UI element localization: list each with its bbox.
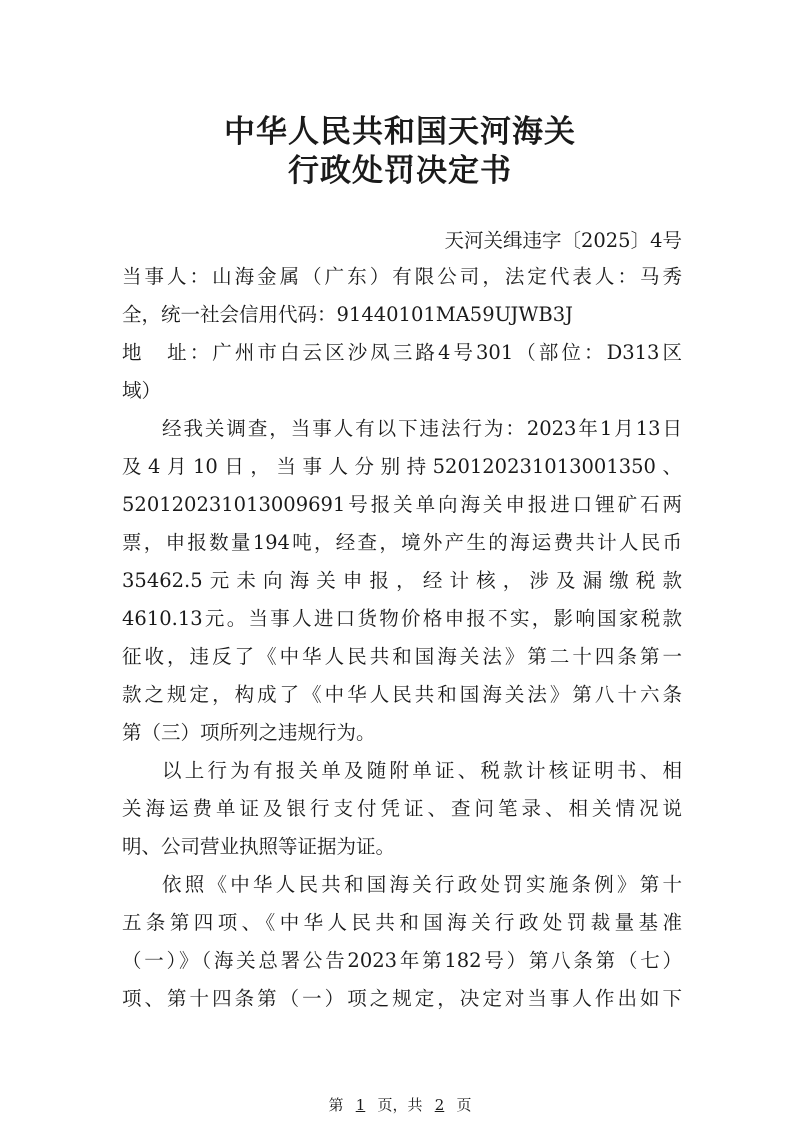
body-line: 五条第四项、《中华人民共和国海关行政处罚裁量基准 bbox=[122, 911, 682, 934]
body-line: 依照《中华人民共和国海关行政处罚实施条例》第十 bbox=[162, 873, 682, 896]
total-pages: 2 bbox=[434, 1096, 445, 1114]
address-line: 域） bbox=[122, 379, 162, 402]
body-line: （一）》（海关总署公告2023年第182号）第八条第（七） bbox=[122, 949, 682, 972]
body-line: 520120231013009691号报关单向海关申报进口锂矿石两 bbox=[122, 493, 682, 516]
address-line: 地 址：广州市白云区沙凤三路4号301（部位：D313区 bbox=[122, 341, 682, 364]
body-line: 经我关调查，当事人有以下违法行为：2023年1月13日 bbox=[162, 417, 682, 440]
footer-middle: 页，共 bbox=[377, 1096, 423, 1114]
body-line: 款之规定，构成了《中华人民共和国海关法》第八十六条 bbox=[122, 683, 682, 706]
page-number: 1 bbox=[355, 1096, 366, 1114]
body-line: 第（三）项所列之违规行为。 bbox=[122, 721, 376, 744]
body-line: 关海运费单证及银行支付凭证、查问笔录、相关情况说 bbox=[122, 797, 682, 820]
document-title: 中华人民共和国天河海关 bbox=[224, 114, 576, 150]
body-line: 以上行为有报关单及随附单证、税款计核证明书、相 bbox=[162, 759, 682, 782]
body-line: 征收，违反了《中华人民共和国海关法》第二十四条第一 bbox=[122, 645, 682, 668]
party-line: 全，统一社会信用代码：91440101MA59UJWB3J bbox=[122, 303, 573, 326]
document-number: 天河关缉违字〔2025〕4号 bbox=[444, 229, 682, 252]
body-line: 4610.13元。当事人进口货物价格申报不实，影响国家税款 bbox=[122, 607, 682, 630]
body-line: 35462.5元未向海关申报，经计核，涉及漏缴税款 bbox=[122, 569, 682, 592]
party-line: 当事人：山海金属（广东）有限公司，法定代表人：马秀 bbox=[122, 265, 682, 288]
page-footer bbox=[0, 1094, 800, 1115]
body-line: 票，申报数量194吨，经查，境外产生的海运费共计人民币 bbox=[122, 531, 682, 554]
footer-suffix: 页 bbox=[456, 1096, 472, 1114]
body-line: 项、第十四条第（一）项之规定，决定对当事人作出如下 bbox=[122, 987, 682, 1010]
body-line: 明、公司营业执照等证据为证。 bbox=[122, 835, 396, 858]
document-subtitle: 行政处罚决定书 bbox=[288, 153, 512, 189]
body-line: 及4月10日，当事人分别持520120231013001350、 bbox=[122, 455, 682, 478]
footer-prefix: 第 bbox=[328, 1096, 344, 1114]
